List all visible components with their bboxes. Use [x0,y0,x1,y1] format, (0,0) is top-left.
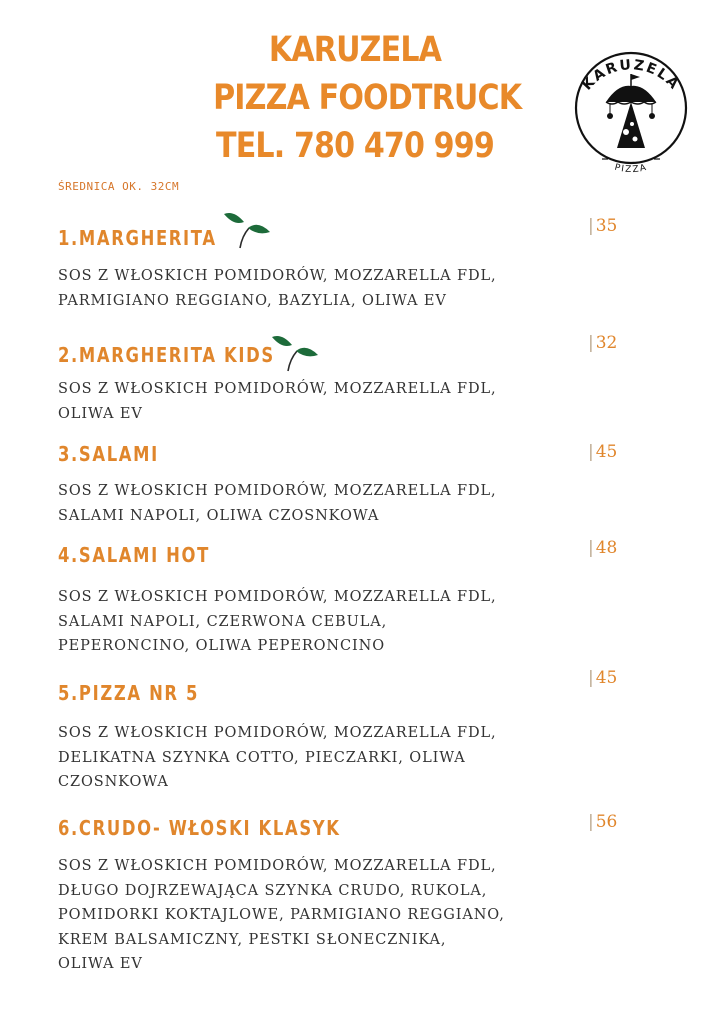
menu-item-name: 5.PIZZA NR 5 [58,681,200,705]
description-line: SALAMI NAPOLI, CZERWONA CEBULA, [58,613,388,630]
title-line-phone: TEL. 780 470 999 [216,126,494,166]
description-line: CZOSNKOWA [58,774,169,790]
menu-item-name: 1.MARGHERITA [58,226,217,250]
price-value: 48 [595,538,618,558]
diameter-note: ŚREDNICA OK. 32CM [58,180,180,193]
description-line: POMIDORKI KOKTAJLOWE, PARMIGIANO REGGIANO, [58,907,505,923]
menu-item-description [58,854,658,977]
description-line: OLIWA EV [58,405,143,422]
logo-bottom-text: PIZZA [613,162,649,176]
description-line: SOS Z WŁOSKICH POMIDORÓW, MOZZARELLA FDL, [58,381,497,397]
description-line: SOS Z WŁOSKICH POMIDORÓW, MOZZARELLA FDL, [58,483,497,499]
price-label: | 32 [588,333,618,353]
menu-item-description [58,377,658,426]
menu-item-name: 4.SALAMI HOT [58,543,210,567]
page-title [213,26,522,170]
description-line: DELIKATNA SZYNKA COTTO, PIECZARKI, OLIWA [58,749,466,766]
carousel-icon [606,74,656,148]
price-label: | 48 [588,538,618,558]
svg-text:PIZZA [613,163,648,175]
menu-item-name: 2.MARGHERITA KIDS [58,343,275,367]
menu-item-name: 6.CRUDO- WŁOSKI KLASYK [58,816,341,840]
price-value: 56 [595,812,618,832]
menu-item-description [58,264,658,313]
description-line: PEPERONCINO, OLIWA PEPERONCINO [58,638,386,654]
menu-item-description [58,479,658,528]
description-line: DŁUGO DOJRZEWAJĄCA SZYNKA CRUDO, RUKOLA, [58,882,488,899]
description-line: SOS Z WŁOSKICH POMIDORÓW, MOZZARELLA FDL, [58,268,497,284]
price-label: | 35 [588,216,618,236]
price-label: | 56 [588,812,618,832]
description-line: SOS Z WŁOSKICH POMIDORÓW, MOZZARELLA FDL, [58,589,497,605]
title-line-name: KARUZELA [268,30,442,70]
price-label: | 45 [588,442,618,462]
menu-item-description [58,721,658,795]
logo-top-text: KARUZELA [579,57,683,94]
menu-item-description [58,585,658,659]
karuzela-logo [568,40,694,180]
price-value: 45 [595,442,618,462]
price-label: | 45 [588,668,618,688]
price-value: 35 [595,216,618,236]
description-line: OLIWA EV [58,956,143,972]
price-value: 32 [595,333,618,353]
description-line: SOS Z WŁOSKICH POMIDORÓW, MOZZARELLA FDL, [58,858,497,874]
description-line: KREM BALSAMICZNY, PESTKI SŁONECZNIKA, [58,931,447,948]
menu-item-name: 3.SALAMI [58,442,159,466]
leaf-icon [222,208,272,252]
description-line: SOS Z WŁOSKICH POMIDORÓW, MOZZARELLA FDL, [58,725,497,741]
leaf-icon [270,331,320,375]
description-line: PARMIGIANO REGGIANO, BAZYLIA, OLIWA EV [58,292,447,309]
description-line: SALAMI NAPOLI, OLIWA CZOSNKOWA [58,507,380,524]
price-value: 45 [595,668,618,688]
title-line-subtitle: PIZZA FOODTRUCK [213,78,522,118]
